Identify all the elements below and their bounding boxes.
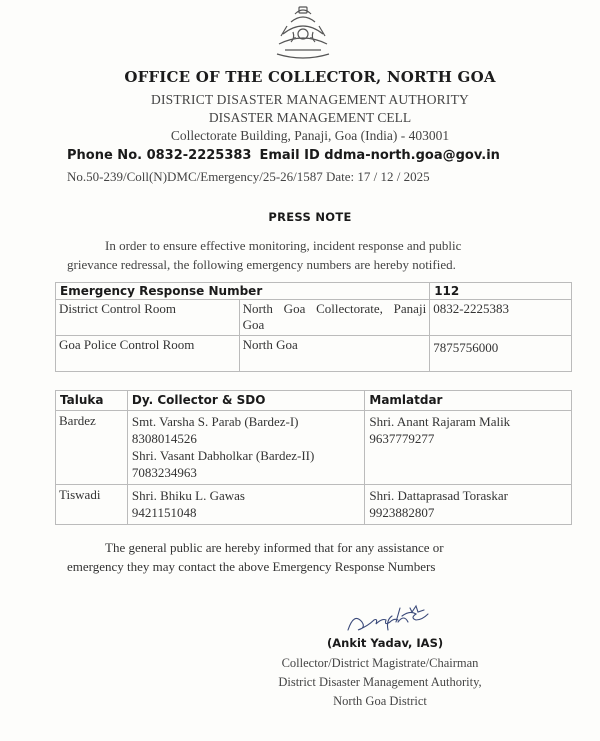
table-header-row xyxy=(56,283,572,300)
mamlatdar-cell xyxy=(365,411,572,485)
signatory-designation-3: North Goa District xyxy=(333,694,427,708)
col-taluka: Taluka xyxy=(56,391,128,411)
signatory-name: (Ankit Yadav, IAS) xyxy=(327,636,444,650)
table-row xyxy=(56,411,572,485)
officer-phone: 9923882807 xyxy=(369,505,435,520)
office-address: Collectorate Building, Panaji, Goa (India) - 403001 xyxy=(170,128,450,143)
contact-line xyxy=(67,148,500,163)
intro-paragraph xyxy=(67,236,559,274)
press-note-title: PRESS NOTE xyxy=(268,210,352,224)
closing-paragraph xyxy=(67,538,559,576)
sdo-cell xyxy=(127,485,364,525)
table-row xyxy=(56,336,572,372)
reference-number: No.50-239/Coll(N)DMC/Emergency/25-26/1587 xyxy=(67,169,323,184)
signatory-designation-2: District Disaster Management Authority, xyxy=(278,675,482,689)
closing-line-2: emergency they may contact the above Emergency Response Numbers xyxy=(67,559,436,574)
control-room-location: North Goa Collectorate, Panaji Goa xyxy=(239,300,430,336)
taluka-name: Tiswadi xyxy=(56,485,128,525)
intro-line-2: grievance redressal, the following emergency numbers are hereby notified. xyxy=(67,257,456,272)
emergency-header-label: Emergency Response Number xyxy=(56,283,430,300)
mamlatdar-cell xyxy=(365,485,572,525)
signatory-designation-1: Collector/District Magistrate/Chairman xyxy=(281,656,479,670)
officer-phone: 8308014526 xyxy=(131,431,197,446)
reference-line xyxy=(67,169,430,185)
table-row xyxy=(56,485,572,525)
col-mamlatdar: Mamlatdar xyxy=(365,391,572,411)
issue-date: Date: 17 / 12 / 2025 xyxy=(326,169,430,184)
control-room-number: 7875756000 xyxy=(430,336,572,372)
emergency-header-number: 112 xyxy=(430,283,572,300)
handwritten-signature xyxy=(340,600,440,640)
officer-phone: 7083234963 xyxy=(131,465,197,480)
officers-table xyxy=(55,390,572,525)
sdo-cell xyxy=(127,411,364,485)
closing-line-1: The general public are hereby informed that for any assistance or xyxy=(105,540,444,555)
national-emblem-icon xyxy=(265,4,341,62)
officer-phone: 9637779277 xyxy=(369,431,435,446)
table-header-row xyxy=(56,391,572,411)
officer-name: Shri. Anant Rajaram Malik xyxy=(369,414,511,429)
officer-name: Smt. Varsha S. Parab (Bardez-I) xyxy=(131,414,299,429)
control-room-number: 0832-2225383 xyxy=(430,300,572,336)
officer-name: Shri. Dattaprasad Toraskar xyxy=(369,488,508,503)
taluka-name: Bardez xyxy=(56,411,128,485)
officer-name: Shri. Vasant Dabholkar (Bardez-II) xyxy=(131,448,315,463)
intro-line-1: In order to ensure effective monitoring, incident response and public xyxy=(105,238,462,253)
officer-name: Shri. Bhiku L. Gawas xyxy=(131,488,245,503)
col-dy-collector-sdo: Dy. Collector & SDO xyxy=(127,391,364,411)
control-room-location: North Goa xyxy=(239,336,430,372)
control-room-name: District Control Room xyxy=(56,300,240,336)
email-id: Email ID ddma-north.goa@gov.in xyxy=(259,148,500,163)
authority-title: DISTRICT DISASTER MANAGEMENT AUTHORITY xyxy=(151,92,469,107)
control-room-name: Goa Police Control Room xyxy=(56,336,240,372)
table-row xyxy=(56,300,572,336)
office-title: OFFICE OF THE COLLECTOR, NORTH GOA xyxy=(124,68,496,86)
officer-phone: 9421151048 xyxy=(131,505,197,520)
phone-number: Phone No. 0832-2225383 xyxy=(67,148,252,163)
emergency-numbers-table xyxy=(55,282,572,372)
cell-title: DISASTER MANAGEMENT CELL xyxy=(208,110,412,125)
